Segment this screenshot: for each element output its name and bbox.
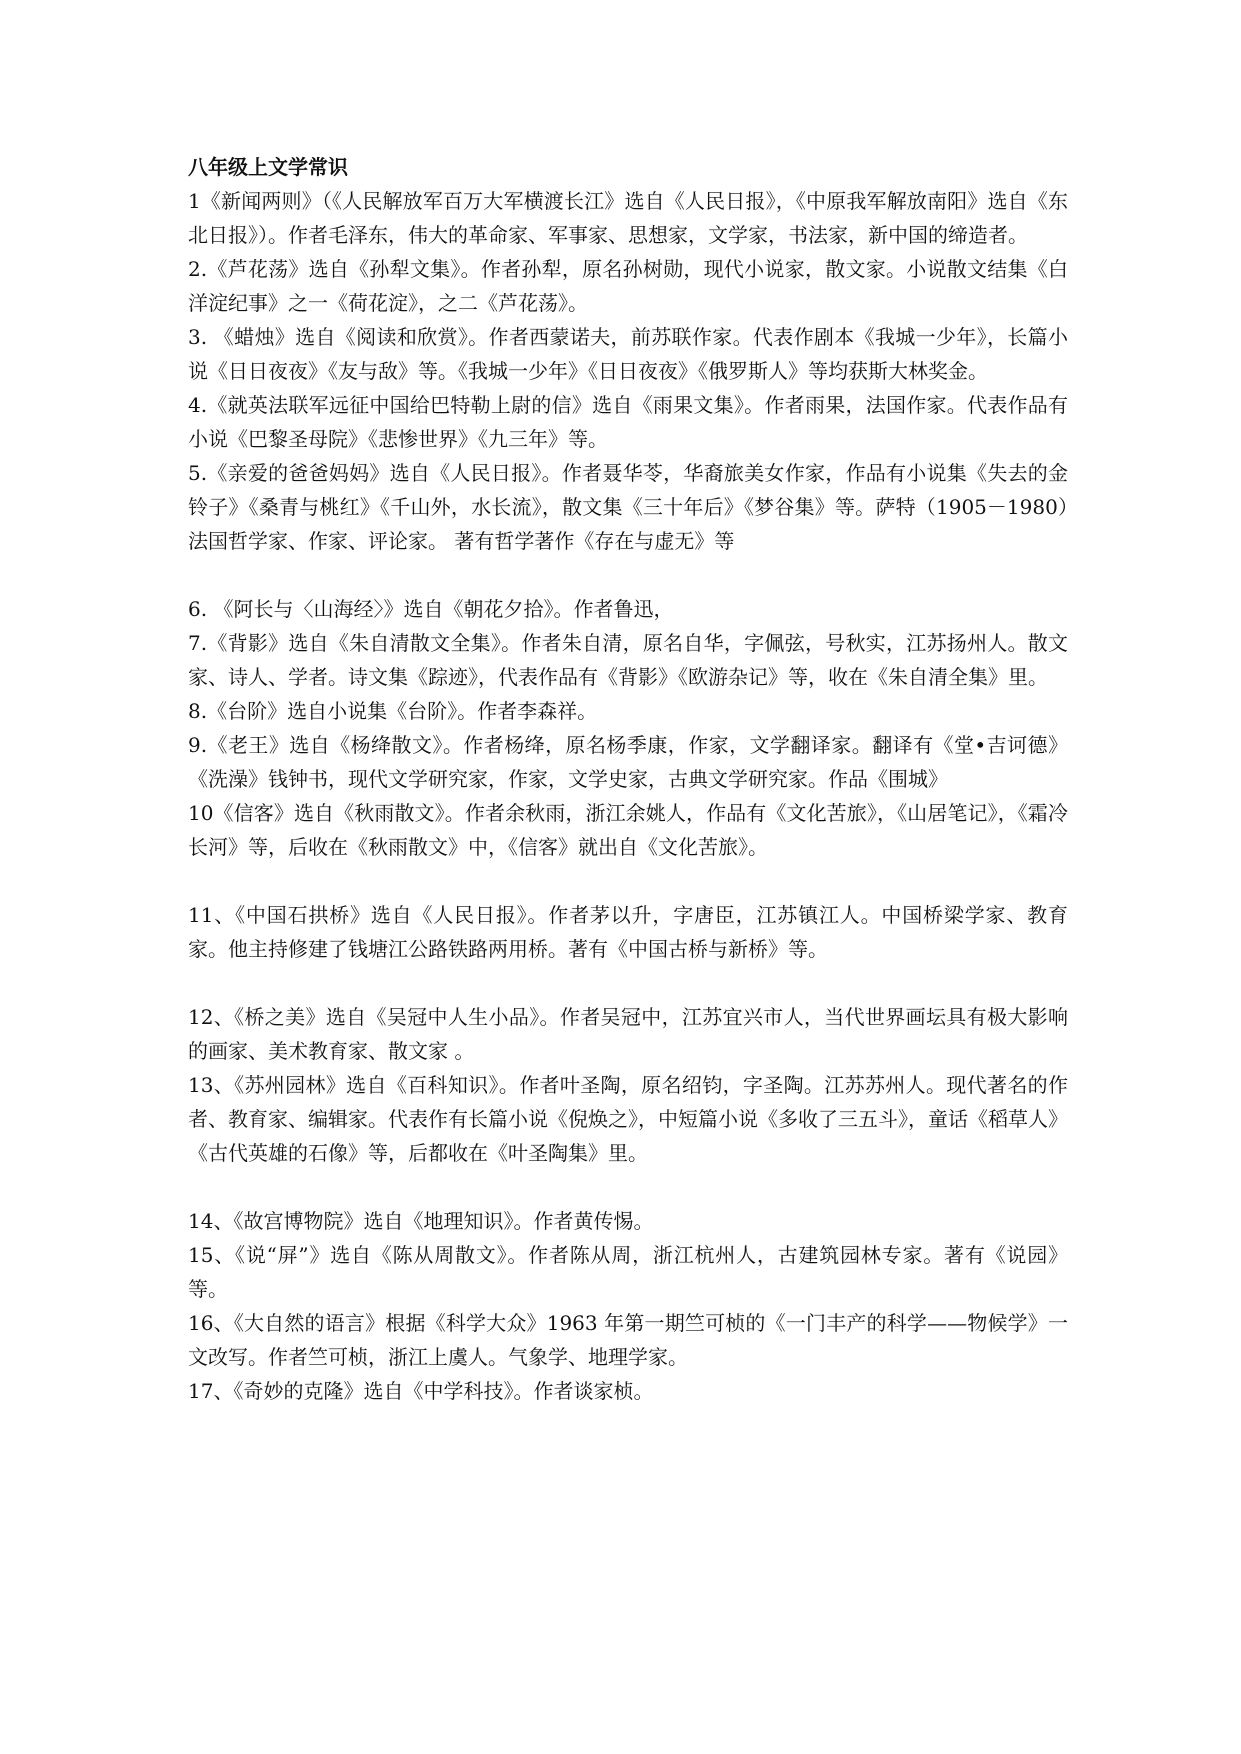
paragraph-spacer [188,864,1068,898]
document-body [188,184,1068,1408]
document-title: 八年级上文学常识 [188,155,348,179]
document-paragraph: 15、《说“屏”》选自《陈从周散文》。作者陈从周，浙江杭州人，古建筑园林专家。著有《说园》等。 [188,1243,1068,1301]
document-paragraph: 12、《桥之美》选自《吴冠中人生小品》。作者吴冠中，江苏宜兴市人，当代世界画坛具有极大影响的画家、美术教育家、散文家 。 [188,1005,1068,1063]
document-paragraph: 11、《中国石拱桥》选自《人民日报》。作者茅以升，字唐臣，江苏镇江人。中国桥梁学家、教育家。他主持修建了钱塘江公路铁路两用桥。著有《中国古桥与新桥》等。 [188,903,1068,961]
document-paragraph: 16、《大自然的语言》根据《科学大众》1963 年第一期竺可桢的《一门丰产的科学——物候学》一文改写。作者竺可桢，浙江上虞人。气象学、地理学家。 [188,1311,1068,1369]
document-paragraph: 14、《故宫博物院》选自《地理知识》。作者黄传惕。 [188,1209,654,1233]
document-paragraph: 5.《亲爱的爸爸妈妈》选自《人民日报》。作者聂华苓，华裔旅美女作家，作品有小说集《失去的金铃子》《桑青与桃红》《千山外，水长流》，散文集《三十年后》《梦谷集》等。萨特（1905－1980）法国哲学家、作家、评论家。 著有哲学著作《存在与虚无》等 [188,461,1068,553]
document-paragraph: 1《新闻两则》（《人民解放军百万大军横渡长江》选自《人民日报》，《中原我军解放南阳》选自《东北日报》）。作者毛泽东，伟大的革命家、军事家、思想家，文学家，书法家，新中国的缔造者。 [188,189,1068,247]
document-paragraph: 2.《芦花荡》选自《孙犁文集》。作者孙犁，原名孙树勋，现代小说家，散文家。小说散文结集《白洋淀纪事》之一《荷花淀》，之二《芦花荡》。 [188,257,1068,315]
document-paragraph: 6. 《阿长与〈山海经〉》选自《朝花夕拾》。作者鲁迅， [188,597,674,621]
document-paragraph: 3. 《蜡烛》选自《阅读和欣赏》。作者西蒙诺夫，前苏联作家。代表作剧本《我城一少年》，长篇小说《日日夜夜》《友与敌》等。《我城一少年》《日日夜夜》《俄罗斯人》等均获斯大林奖金。 [188,325,1068,383]
paragraph-spacer [188,1170,1068,1204]
document-paragraph: 8.《台阶》选自小说集《台阶》。作者李森祥。 [188,699,598,723]
document-paragraph: 9.《老王》选自《杨绛散文》。作者杨绛，原名杨季康，作家，文学翻译家。翻译有《堂•吉诃德》《洗澡》钱钟书，现代文学研究家，作家，文学史家，古典文学研究家。作品《围城》 [188,733,1068,791]
paragraph-spacer [188,558,1068,592]
document-paragraph: 17、《奇妙的克隆》选自《中学科技》。作者谈家桢。 [188,1379,654,1403]
paragraph-spacer [188,966,1068,1000]
document-page [188,150,1068,1408]
document-paragraph: 13、《苏州园林》选自《百科知识》。作者叶圣陶，原名绍钧，字圣陶。江苏苏州人。现代著名的作者、教育家、编辑家。代表作有长篇小说《倪焕之》，中短篇小说《多收了三五斗》，童话《稻草人》《古代英雄的石像》等，后都收在《叶圣陶集》里。 [188,1073,1068,1165]
document-paragraph: 10《信客》选自《秋雨散文》。作者余秋雨，浙江余姚人，作品有《文化苦旅》，《山居笔记》，《霜冷长河》等，后收在《秋雨散文》中，《信客》就出自《文化苦旅》。 [188,801,1068,859]
document-paragraph: 4.《就英法联军远征中国给巴特勒上尉的信》选自《雨果文集》。作者雨果，法国作家。代表作品有小说《巴黎圣母院》《悲惨世界》《九三年》等。 [188,393,1068,451]
document-paragraph: 7.《背影》选自《朱自清散文全集》。作者朱自清，原名自华，字佩弦，号秋实，江苏扬州人。散文家、诗人、学者。诗文集《踪迹》，代表作品有《背影》《欧游杂记》等，收在《朱自清全集》里。 [188,631,1068,689]
